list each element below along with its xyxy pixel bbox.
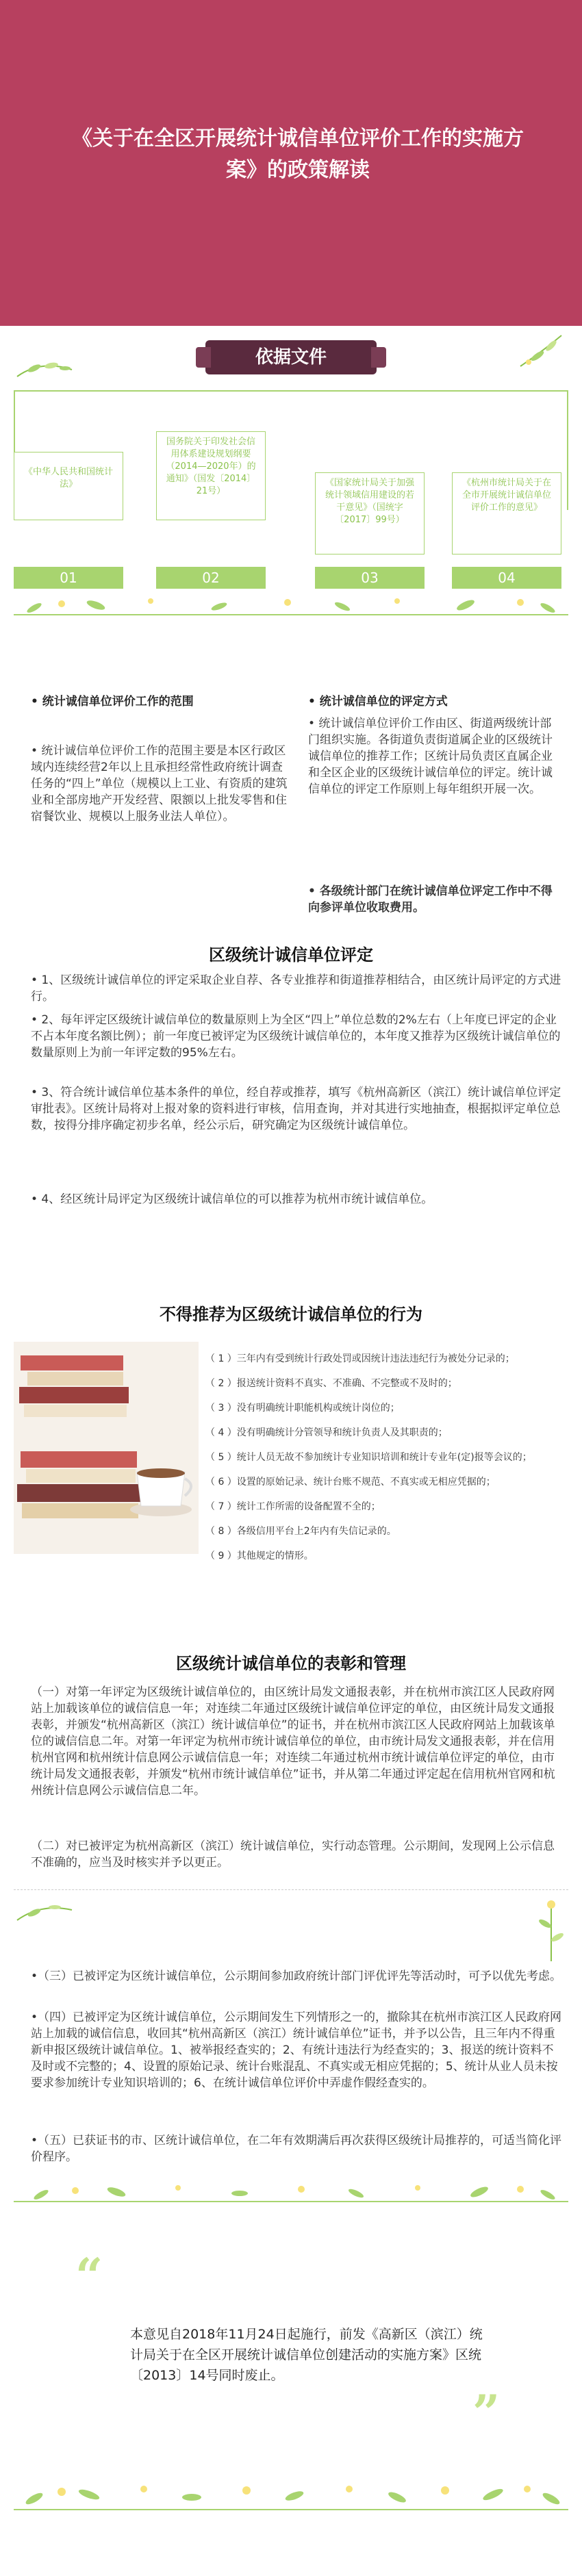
section-divider: [14, 1889, 568, 1890]
basis-item-4: 《杭州市统计局关于在全市开展统计诚信单位评价工作的意见》: [452, 472, 561, 554]
behaviors-list: [205, 1352, 561, 1574]
close-quote-icon: ”: [472, 2384, 501, 2441]
management-p4: •（四）已被评定为区统计诚信单位，公示期间发生下列情形之一的，撤除其在杭州市滨江区人民政府网站上加载的诚信信息，收回其“杭州高新区（滨江）统计诚信单位”证书，并予以公告，且三年内不得重新申报区级统计诚信单位。1、被举报经查实的；2、有统计违法行为经查实的；3、报送的统计资料不及时或不完整的；4、设置的原始记录、统计台账混乱、不真实或无相应凭据的；5、统计从业人员未按要求参加统计专业知识培训的；6、在统计诚信单位评价中弄虚作假经查实的。: [31, 2011, 562, 2090]
behavior-item: （ 9 ）其他规定的情形。: [205, 1551, 314, 1561]
management-p1: （一）对第一年评定为区级统计诚信单位的，由区统计局发文通报表彰，并在杭州市滨江区人民政府网站上加载该单位的诚信信息一年；对连续二年通过区级统计诚信单位评定的单位，由区统计局发文通报表彰，并颁发“杭州高新区（滨江）统计诚信单位”的证书，并在杭州市滨江区人民政府网站上加载该单位的诚信信息二年。对第一年评定为杭州市统计诚信单位的单位，由市统计局发文通报表彰，并在信用杭州官网和杭州统计信息网公示诚信信息一年；对连续二年通过杭州市统计诚信单位评定的单位，由市统计局发文通报表彰，并颁发“杭州市统计诚信单位”证书，并从第二年通过评定起在信用杭州官网和杭州统计信息网公示诚信信息二年。: [31, 1685, 555, 1798]
management-p2: （二）对已被评定为杭州高新区（滨江）统计诚信单位，实行动态管理。公示期间，发现网上公示信息不准确的，应当及时核实并予以更正。: [31, 1839, 555, 1870]
basis-item-3: 《国家统计局关于加强统计领域信用建设的若干意见》（国统字〔2017〕99号）: [315, 472, 425, 554]
method-emphasis: • 各级统计部门在统计诚信单位评定工作中不得向参评单位收取费用。: [308, 884, 553, 915]
flower-border-icon: [14, 2177, 568, 2204]
management-p3: •（三）已被评定为区统计诚信单位，公示期间参加政府统计部门评优评先等活动时，可予以优先考虑。: [31, 1969, 562, 1983]
rating-item-2: • 2、每年评定区级统计诚信单位的数量原则上为全区“四上”单位总数的2%左右（上年度已评定的企业不占本年度名额比例）；前一年度已被评定为区级统计诚信单位的，本年度又推荐为区级统计诚信单位的数量原则上为前一年评定数的95%左右。: [31, 1013, 561, 1060]
method-heading: • 统计诚信单位的评定方式: [308, 695, 448, 709]
rating-item-1: • 1、区级统计诚信单位的评定采取企业自荐、各专业推荐和街道推荐相结合，由区统计局评定的方式进行。: [31, 973, 561, 1004]
rating-title: 区级统计诚信单位评定: [209, 945, 373, 965]
flower-border-icon: [14, 590, 568, 617]
behavior-item: （ 8 ）各级信用平台上2年内有失信记录的。: [205, 1526, 396, 1537]
basis-num-2: 02: [156, 567, 266, 589]
page-title: 《关于在全区开展统计诚信单位评价工作的实施方案》的政策解读: [72, 127, 524, 182]
behaviors-title: 不得推荐为区级统计诚信单位的行为: [160, 1305, 422, 1324]
scope-text: • 统计诚信单位评价工作的范围主要是本区行政区域内连续经营2年以上且承担经常性政府统计调查任务的“四上”单位（规模以上工业、有资质的建筑业和全部房地产开发经营、限额以上批发零售和住宿餐饮业、规模以上服务业法人单位）。: [31, 744, 288, 824]
section-badge: 依据文件: [205, 340, 377, 374]
basis-num-3: 03: [315, 567, 425, 589]
behavior-item: （ 2 ）报送统计资料不真实、不准确、不完整或不及时的；: [205, 1378, 457, 1389]
rating-item-4: • 4、经区统计局评定为区级统计诚信单位的可以推荐为杭州市统计诚信单位。: [31, 1193, 433, 1206]
behavior-item: （ 5 ）统计人员无故不参加统计专业知识培训和统计专业年(定)报等会议的；: [205, 1452, 532, 1463]
behavior-item: （ 6 ）设置的原始记录、统计台账不规范、不真实或无相应凭据的；: [205, 1477, 496, 1488]
basis-num-1: 01: [14, 567, 123, 589]
leaf-decoration-icon: [14, 356, 75, 383]
management-title: 区级统计诚信单位的表彰和管理: [176, 1654, 406, 1673]
method-text: • 统计诚信单位评价工作由区、街道两级统计部门组织实施。各街道负责街道属企业的区级统计诚信单位的推荐工作；区统计局负责区直属企业和全区企业的区级统计诚信单位的评定。统计诚信单位的评定工作原则上每年组织开展一次。: [308, 717, 553, 796]
basis-num-4: 04: [452, 567, 561, 589]
behavior-item: （ 3 ）没有明确统计职能机构或统计岗位的；: [205, 1403, 400, 1414]
books-coffee-illustration-icon: [14, 1342, 199, 1554]
management-p5: •（五）已获证书的市、区统计诚信单位，在二年有效期满后再次获得区级统计局推荐的，可适当简化评价程序。: [31, 2134, 562, 2164]
flower-decoration-icon: [534, 1896, 568, 1965]
basis-item-1: 《中华人民共和国统计法》: [14, 452, 123, 520]
flower-border-icon: [14, 2471, 568, 2512]
header-banner: [0, 0, 582, 326]
basis-item-2: 国务院关于印发社会信用体系建设规划纲要（2014—2020年）的通知》（国发〔2014〕21号）: [156, 431, 266, 520]
open-quote-icon: “: [75, 2247, 103, 2304]
rating-item-3: • 3、符合统计诚信单位基本条件的单位，经自荐或推荐，填写《杭州高新区（滨江）统计诚信单位评定审批表》。区统计局将对上报对象的资料进行审核，信用查询，并对其进行实地抽查，根据拟评定单位总数，按得分排序确定初步名单，经公示后，研究确定为区级统计诚信单位。: [31, 1086, 561, 1132]
leaf-decoration-icon: [514, 332, 568, 373]
behavior-item: （ 1 ）三年内有受到统计行政处罚或因统计违法违纪行为被处分记录的；: [205, 1353, 515, 1364]
scope-heading: • 统计诚信单位评价工作的范围: [31, 695, 194, 709]
closing-text: 本意见自2018年11月24日起施行，前发《高新区（滨江）统计局关于在全区开展统计诚信单位创建活动的实施方案》区统〔2013〕14号同时废止。: [130, 2327, 483, 2383]
behavior-item: （ 4 ）没有明确统计分管领导和统计负责人及其职责的；: [205, 1427, 448, 1438]
behavior-item: （ 7 ）统计工作所需的设备配置不全的；: [205, 1501, 381, 1512]
leaf-decoration-icon: [14, 1896, 75, 1924]
